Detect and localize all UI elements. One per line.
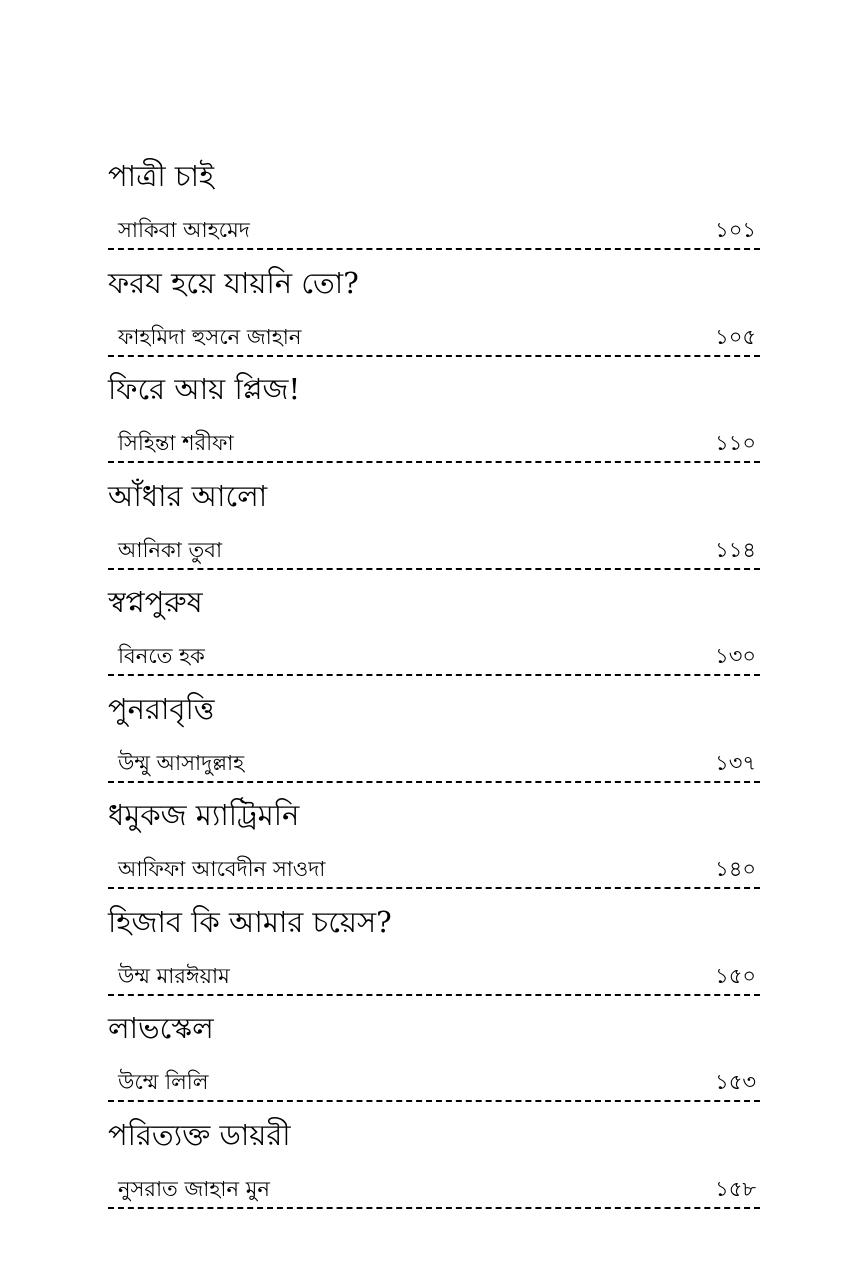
entry-page-number: ১৫৩ xyxy=(715,1070,756,1094)
entry-leader-line xyxy=(108,640,760,676)
entry-author: আফিফা আবেদীন সাওদা xyxy=(118,857,326,881)
entry-page-number: ১৪০ xyxy=(715,857,756,881)
toc-entry xyxy=(108,896,760,1003)
entry-author: উম্মে লিলি xyxy=(118,1070,209,1094)
entry-title: আঁধার আলো xyxy=(108,478,268,513)
entry-leader-line xyxy=(108,1173,760,1209)
entry-title: পাত্রী চাই xyxy=(108,159,215,193)
entry-leader-line xyxy=(108,853,760,889)
table-of-contents xyxy=(108,150,760,1215)
toc-entry xyxy=(108,150,760,257)
entry-author: বিনতে হক xyxy=(118,644,205,668)
entry-author: উম্মু আসাদুল্লাহ xyxy=(118,750,245,775)
toc-entry xyxy=(108,576,760,683)
entry-leader-line xyxy=(108,427,760,463)
entry-page-number: ১৩০ xyxy=(715,644,756,668)
entry-leader-line xyxy=(108,321,760,357)
toc-entry xyxy=(108,789,760,896)
entry-title: স্বপ্নপুরুষ xyxy=(108,585,203,619)
entry-title: ফরয হয়ে যায়নি তো? xyxy=(108,265,359,300)
entry-title: হিজাব কি আমার চয়েস? xyxy=(108,904,392,939)
entry-leader-line xyxy=(108,534,760,570)
entry-author: উম্ম মারঈয়াম xyxy=(118,963,230,988)
entry-title: লাভস্কেল xyxy=(108,1011,214,1045)
entry-leader-line xyxy=(108,960,760,996)
entry-page-number: ১৫০ xyxy=(715,963,756,988)
entry-title: পরিত্যক্ত ডায়রী xyxy=(108,1117,291,1152)
toc-entry xyxy=(108,257,760,364)
toc-entry xyxy=(108,683,760,790)
entry-leader-line xyxy=(108,214,760,250)
entry-page-number: ১০৫ xyxy=(715,324,756,349)
entry-page-number: ১০১ xyxy=(715,218,756,242)
entry-author: আনিকা তুবা xyxy=(118,537,223,562)
entry-title: ধমুকজ ম্যাট্রিমনি xyxy=(108,798,300,832)
toc-entry xyxy=(108,363,760,470)
entry-author: ফাহমিদা হুসনে জাহান xyxy=(118,324,302,349)
entry-page-number: ১১০ xyxy=(715,431,756,455)
entry-leader-line xyxy=(108,747,760,783)
toc-entry xyxy=(108,1002,760,1109)
entry-title: পুনরাবৃত্তি xyxy=(108,691,215,726)
toc-entry xyxy=(108,1109,760,1216)
entry-author: সিহিন্তা শরীফা xyxy=(118,431,234,455)
entry-title: ফিরে আয় প্লিজ! xyxy=(108,372,301,406)
entry-page-number: ১৫৮ xyxy=(715,1176,756,1201)
entry-page-number: ১৩৭ xyxy=(715,750,756,775)
toc-entry xyxy=(108,470,760,577)
entry-leader-line xyxy=(108,1066,760,1102)
entry-author: নুসরাত জাহান মুন xyxy=(118,1176,270,1201)
entry-page-number: ১১৪ xyxy=(715,537,756,562)
entry-author: সাকিবা আহমেদ xyxy=(118,218,250,242)
